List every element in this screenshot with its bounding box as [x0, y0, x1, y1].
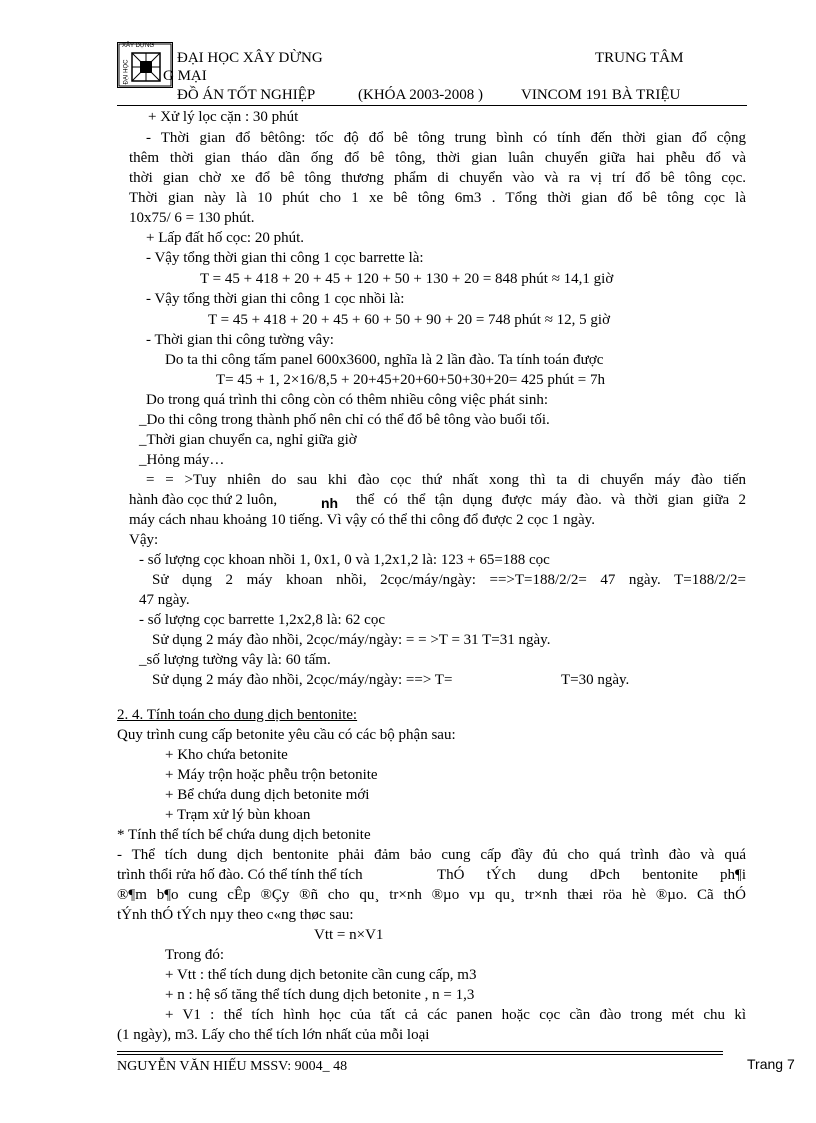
text-line: - số lượng cọc khoan nhồi 1, 0x1, 0 và 1,2x1,2 là: 123 + 65=188 cọc [139, 552, 550, 568]
text-line: _số lượng tường vây là: 60 tấm. [139, 652, 331, 668]
text-line: Thời gian này là 10 phút cho 1 xe bê tông 6m3 . Tổng thời gian đổ bê tông cọc là [129, 190, 746, 206]
text-line: Sử dụng 2 máy đào nhồi, 2cọc/máy/ngày: ==> T= [152, 672, 453, 688]
footer-rule-1 [117, 1051, 723, 1052]
list-item: + Máy trộn hoặc phễu trộn betonite [165, 767, 378, 783]
text-line: ®¶m b¶o cung cÊp ®Çy ®ñ cho qu¸ tr×nh ®µo vµ qu¸ tr×nh thæi röa hè ®µo. Cã thÓ [117, 887, 746, 903]
text-line: Do trong quá trình thi công còn có thêm nhiều công việc phát sinh: [146, 392, 548, 408]
list-item: + Bể chứa dung dịch betonite mới [165, 787, 370, 803]
text-span: Hỏng máy… [146, 452, 225, 468]
header-project: ĐỒ ÁN TỐT NGHIỆP [177, 87, 316, 103]
formula-barrette: T = 45 + 418 + 20 + 45 + 120 + 50 + 130 + 20 = 848 phút ≈ 14,1 giờ [200, 271, 614, 287]
text-line: 10x75/ 6 = 130 phút. [129, 210, 255, 226]
text-line: - Vậy tổng thời gian thi công 1 cọc nhồi là: [146, 291, 405, 307]
text-line: tÝnh thÓ tÝch nµy theo c«ng thøc sau: [117, 907, 354, 923]
logo-side-text: ĐẠI HỌC [123, 59, 130, 85]
text-line: Sử dụng 2 máy khoan nhồi, 2cọc/máy/ngày: ==>T=188/2/2= 47 ngày. T=188/2/2= [152, 572, 746, 588]
text-line: trình thổi rửa hố đào. Có thể tính thể tích [117, 867, 363, 883]
text-line: ThÓ tÝch dung dÞch bentonite ph¶i [437, 867, 746, 883]
footer-author: NGUYỄN VĂN HIẾU MSSV: 9004_ 48 [117, 1059, 348, 1074]
text-line: Trong đó: [165, 947, 225, 963]
header-center: TRUNG TÂM [595, 50, 684, 66]
text-line: - Vậy tổng thời gian thi công 1 cọc barrette là: [146, 250, 424, 266]
text-span: Thời gian chuyển ca, nghỉ giữa giờ [146, 432, 357, 448]
logo-top-text: XÂY DỰNG [122, 43, 155, 49]
header-site: VINCOM 191 BÀ TRIỆU [521, 87, 681, 103]
text-line: T=30 ngày. [561, 672, 630, 688]
footer-rule-2 [117, 1054, 723, 1055]
page-number: Trang 7 [747, 1056, 795, 1072]
text-line: _Thời gian chuyển ca, nghỉ giữa giờ [139, 432, 357, 448]
section-title: 2. 4. Tính toán cho dung dịch bentonite: [117, 707, 358, 723]
text-line: Vậy: [129, 532, 159, 548]
text-line: Do ta thi công tấm panel 600x3600, nghĩa là 2 lần đào. Ta tính toán được [165, 352, 604, 368]
list-item: + Trạm xử lý bùn khoan [165, 807, 311, 823]
text-line: thể có thể tận dụng được máy đào. và thời gian giữa 2 [356, 492, 746, 508]
text-line: _Hỏng máy… [139, 452, 225, 468]
text-line: thời gian chờ xe đổ bê tông thương phẩm di chuyển vào và ra vị trí đổ bê tông cọc. [129, 170, 746, 186]
text-line: + Vtt : thể tích dung dịch betonite cần cung cấp, m3 [165, 967, 477, 983]
formula-bored-pile: T = 45 + 418 + 20 + 45 + 60 + 50 + 90 + 20 = 748 phút ≈ 12, 5 giờ [208, 312, 611, 328]
text-line: 47 ngày. [139, 592, 190, 608]
header-rule [117, 105, 747, 106]
text-line: máy cách nhau khoảng 10 tiếng. Vì vậy có thể thi công đổ được 2 cọc 1 ngày. [129, 512, 595, 528]
text-line: + n : hệ số tăng thể tích dung dịch betonite , n = 1,3 [165, 987, 475, 1003]
text-line: + Xử lý lọc cặn : 30 phút [148, 109, 299, 125]
text-line: - số lượng cọc barrette 1,2x2,8 là: 62 cọc [139, 612, 385, 628]
text-line: - Thời gian thi công tường vây: [146, 332, 334, 348]
text-line: Sử dụng 2 máy đào nhồi, 2cọc/máy/ngày: = = >T = 31 T=31 ngày. [152, 632, 551, 648]
text-line: = = >Tuy nhiên do sau khi đào cọc thứ nhất xong thì ta di chuyển máy đào tiến [146, 472, 746, 488]
text-line: * Tính thể tích bể chứa dung dịch betonite [117, 827, 371, 843]
text-line: (1 ngày), m3. Lấy cho thể tích lớn nhất của mỗi loại [117, 1027, 430, 1043]
text-line: + V1 : thể tích hình học của tất cả các panen hoặc cọc cần đào trong mét chu kì [165, 1007, 746, 1023]
text-fragment: nh [321, 495, 339, 511]
header-course: (KHÓA 2003-2008 ) [358, 87, 483, 103]
text-line: - Thể tích dung dịch bentonite phải đảm bảo cung cấp đầy đủ cho quá trình đào và quá [117, 847, 746, 863]
text-line: thêm thời gian tháo dần ống đổ bê tông, thời gian luân chuyển giữa hai phễu đổ và [129, 150, 746, 166]
text-line: - Thời gian đổ bêtông: tốc độ đổ bê tông trung bình có tính đến thời gian đổ cộng [146, 130, 746, 146]
formula-volume: Vtt = n×V1 [314, 927, 384, 943]
text-line: hành đào cọc thứ 2 luôn, [129, 492, 278, 508]
text-line: Quy trình cung cấp betonite yêu cầu có các bộ phận sau: [117, 727, 456, 743]
header-university: ĐẠI HỌC XÂY DỪNG [177, 50, 323, 66]
formula-wall: T= 45 + 1, 2×16/8,5 + 20+45+20+60+50+30+20= 425 phút = 7h [216, 372, 606, 388]
header-line2: G MẠI [163, 68, 207, 84]
text-span: số lượng tường vây là: 60 tấm. [146, 652, 331, 668]
text-span: Do thi công trong thành phố nên chỉ có thể đổ bê tông vào buổi tối. [146, 412, 550, 428]
text-line: + Lấp đất hố cọc: 20 phút. [146, 230, 305, 246]
text-line: _Do thi công trong thành phố nên chỉ có thể đổ bê tông vào buổi tối. [139, 412, 550, 428]
list-item: + Kho chứa betonite [165, 747, 288, 763]
